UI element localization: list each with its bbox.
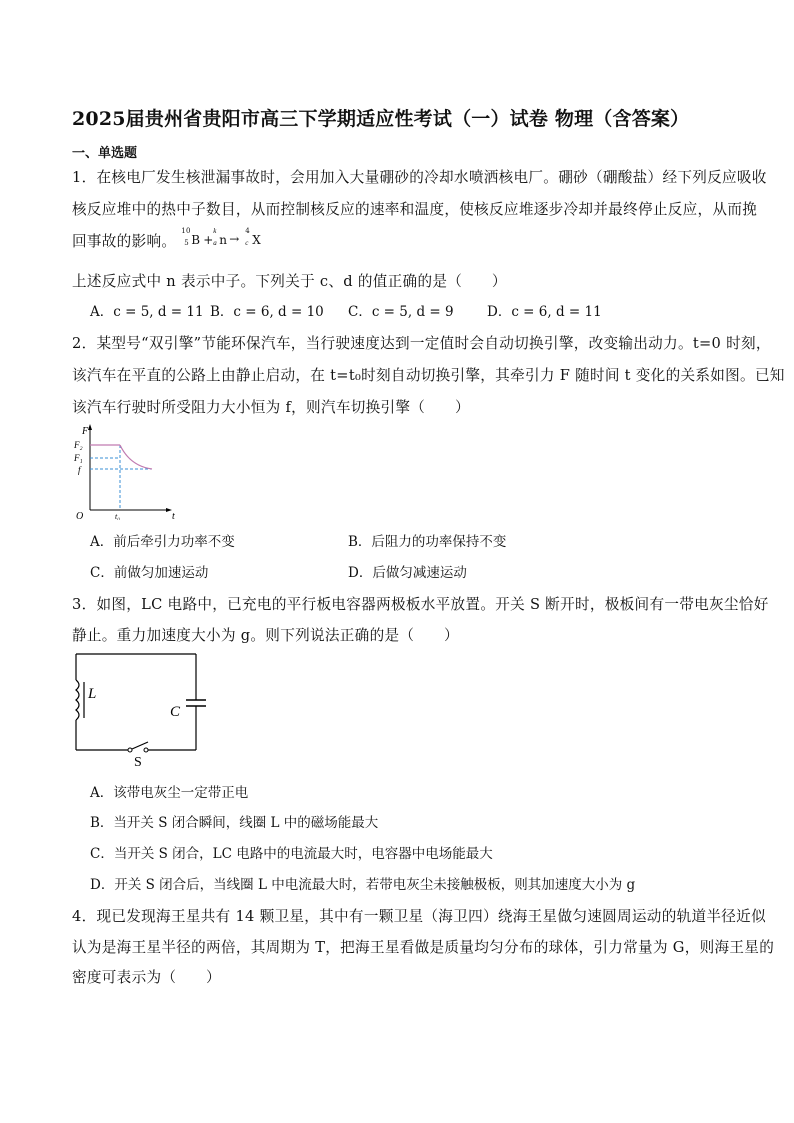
t0-label: t₀	[115, 512, 121, 520]
q4-line-3: 密度可表示为（ ）	[72, 969, 221, 986]
q2-option-a[interactable]: A．前后牵引力功率不变	[90, 534, 235, 550]
q4-line-2: 认为是海王星半径的两倍，其周期为 T，把海王星看做是质量均匀分布的球体，引力常量为 G，则海王星的	[72, 939, 775, 956]
inductor-label: L	[88, 686, 97, 702]
q1-line-3-text: 回事故的影响。	[72, 233, 177, 250]
x-symbol: X	[252, 233, 262, 247]
nuclear-equation	[181, 227, 291, 251]
q1-line-1: 1．在核电厂发生核泄漏事故时，会用加入大量硼砂的冷却水喷洒核电厂。硼砂（硼酸盐）经下列反应吸收	[72, 169, 767, 186]
f-label: f	[78, 465, 81, 475]
page-title: 2025届贵州省贵阳市高三下学期适应性考试（一）试卷 物理（含答案）	[72, 108, 690, 130]
q1-line-4: 上述反应式中 n 表示中子。下列关于 c、d 的值正确的是（ ）	[72, 273, 507, 290]
q1-option-a[interactable]: A．c = 5, d = 11	[90, 304, 204, 320]
q3-option-c[interactable]: C．当开关 S 闭合，LC 电路中的电流最大时，电容器中电场能最大	[90, 846, 493, 862]
q3-option-a[interactable]: A．该带电灰尘一定带正电	[90, 785, 249, 801]
n-mass-number: k	[213, 227, 217, 235]
b-symbol: B	[191, 233, 201, 247]
q2-line-1: 2．某型号“双引擎”节能环保汽车，当行驶速度达到一定值时会自动切换引擎，改变输出动力。t=0 时刻，	[72, 335, 771, 352]
b-mass-number: 10	[181, 227, 191, 235]
origin-label: O	[76, 511, 84, 520]
q1-line-2: 核反应堆中的热中子数目，从而控制核反应的速率和温度，使核反应堆逐步冷却并最终停止反应，从而挽	[72, 201, 758, 218]
q3-option-d[interactable]: D．开关 S 闭合后，当线圈 L 中电流最大时，若带电灰尘未接触极板，则其加速度大小为 g	[90, 877, 636, 893]
q2-line-3: 该汽车行驶时所受阻力大小恒为 f，则汽车切换引擎（ ）	[72, 399, 470, 416]
f2-label: F₂	[74, 440, 83, 450]
q1-line-3	[72, 227, 724, 251]
x-atomic-number: c	[245, 239, 249, 247]
section-heading: 一、单选题	[72, 146, 138, 161]
capacitor-label: C	[170, 704, 181, 720]
b-atomic-number: 5	[184, 239, 189, 247]
q3-option-b[interactable]: B．当开关 S 闭合瞬间，线圈 L 中的磁场能最大	[90, 815, 379, 831]
q1-option-b[interactable]: B．c = 6, d = 10	[210, 304, 324, 320]
y-axis-label: F	[82, 426, 89, 437]
force-time-graph	[72, 420, 182, 520]
n-symbol: n	[219, 233, 228, 247]
q3-line-2: 静止。重力加速度大小为 g。则下列说法正确的是（ ）	[72, 627, 459, 644]
arrow-symbol: →	[229, 232, 240, 246]
q2-option-c[interactable]: C．前做匀加速运动	[90, 565, 209, 581]
q4-line-1: 4．现已发现海王星共有 14 颗卫星，其中有一颗卫星（海卫四）绕海王星做匀速圆周运动的轨道半径近似	[72, 908, 766, 925]
q2-option-b[interactable]: B．后阻力的功率保持不变	[348, 534, 507, 550]
lc-circuit-diagram	[72, 650, 212, 770]
q2-line-2: 该汽车在平直的公路上由静止启动，在 t=t₀时刻自动切换引擎，其牵引力 F 随时间 t 变化的关系如图。已知	[72, 367, 785, 384]
x-axis-label: t	[172, 511, 175, 520]
n-atomic-number: a	[213, 239, 218, 247]
x-mass-number: 4	[245, 227, 250, 235]
plus-sign: +	[203, 233, 214, 247]
f1-label: F₁	[74, 453, 83, 463]
q1-option-c[interactable]: C．c = 5, d = 9	[348, 304, 454, 320]
switch-label: S	[134, 755, 142, 770]
q2-option-d[interactable]: D．后做匀减速运动	[348, 565, 467, 581]
q1-option-d[interactable]: D．c = 6, d = 11	[487, 304, 602, 320]
q3-line-1: 3．如图，LC 电路中，已充电的平行板电容器两极板水平放置。开关 S 断开时，极板间有一带电灰尘恰好	[72, 596, 769, 613]
